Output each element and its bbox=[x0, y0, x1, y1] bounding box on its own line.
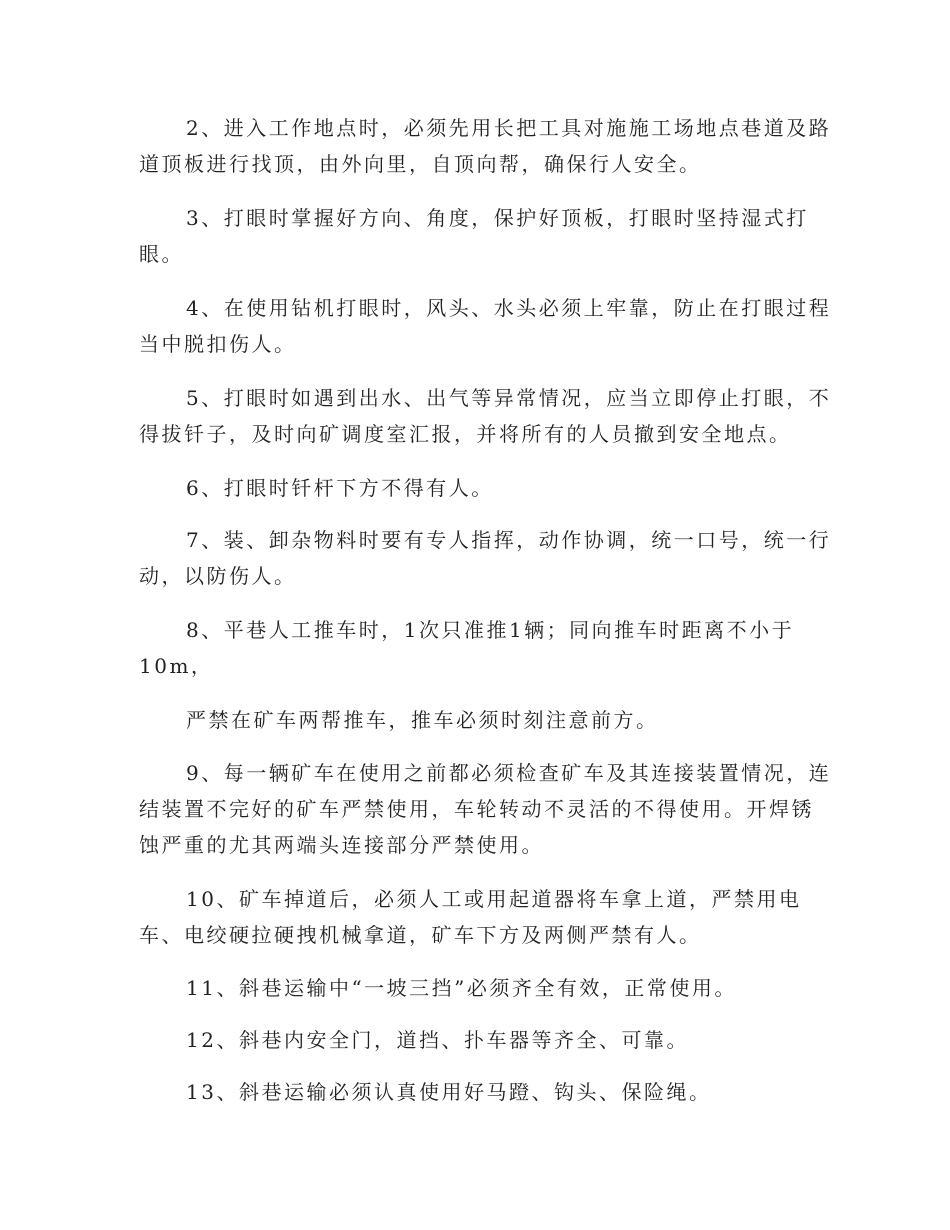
text-line: 5、打眼时如遇到出水、出气等异常情况，应当立即停止打眼，不 bbox=[186, 386, 832, 410]
text-line: 2、进入工作地点时，必须先用长把工具对施施工场地点巷道及路 bbox=[186, 116, 832, 140]
text-line: 13、斜巷运输必须认真使用好马蹬、钩头、保险绳。 bbox=[186, 1080, 712, 1104]
text-line: 道顶板进行找顶，由外向里，自顶向帮，确保行人安全。 bbox=[139, 152, 702, 176]
text-line: 4、在使用钻机打眼时，风头、水头必须上牢靠，防止在打眼过程 bbox=[186, 296, 832, 320]
text-line: 车、电绞硬拉硬拽机械拿道，矿车下方及两侧严禁有人。 bbox=[139, 923, 702, 947]
text-line: 6、打眼时钎杆下方不得有人。 bbox=[186, 476, 494, 500]
text-line: 12、斜巷内安全门，道挡、扑车器等齐全、可靠。 bbox=[186, 1028, 689, 1052]
text-line: 8、平巷人工推车时，1次只准推1辆；同向推车时距离不小于 bbox=[186, 618, 795, 642]
text-line: 严禁在矿车两帮推车，推车必须时刻注意前方。 bbox=[186, 708, 659, 732]
text-line: 11、斜巷运输中“一坡三挡”必须齐全有效，正常使用。 bbox=[186, 976, 737, 1000]
text-line: 结装置不完好的矿车严禁使用，车轮转动不灵活的不得使用。开焊锈 bbox=[139, 797, 814, 821]
text-line: 10m， bbox=[139, 654, 214, 678]
text-line: 得拔钎子，及时向矿调度室汇报，并将所有的人员撤到安全地点。 bbox=[139, 422, 792, 446]
text-line: 10、矿车掉道后，必须人工或用起道器将车拿上道，严禁用电 bbox=[186, 887, 802, 911]
text-line: 当中脱扣伤人。 bbox=[139, 332, 297, 356]
text-line: 眼。 bbox=[139, 242, 184, 266]
text-line: 3、打眼时掌握好方向、角度，保护好顶板，打眼时坚持湿式打 bbox=[186, 206, 809, 230]
text-line: 动，以防伤人。 bbox=[139, 564, 297, 588]
text-line: 9、每一辆矿车在使用之前都必须检查矿车及其连接装置情况，连 bbox=[186, 761, 832, 785]
text-line: 7、装、卸杂物料时要有专人指挥，动作协调，统一口号，统一行 bbox=[186, 528, 832, 552]
text-line: 蚀严重的尤其两端头连接部分严禁使用。 bbox=[139, 833, 544, 857]
